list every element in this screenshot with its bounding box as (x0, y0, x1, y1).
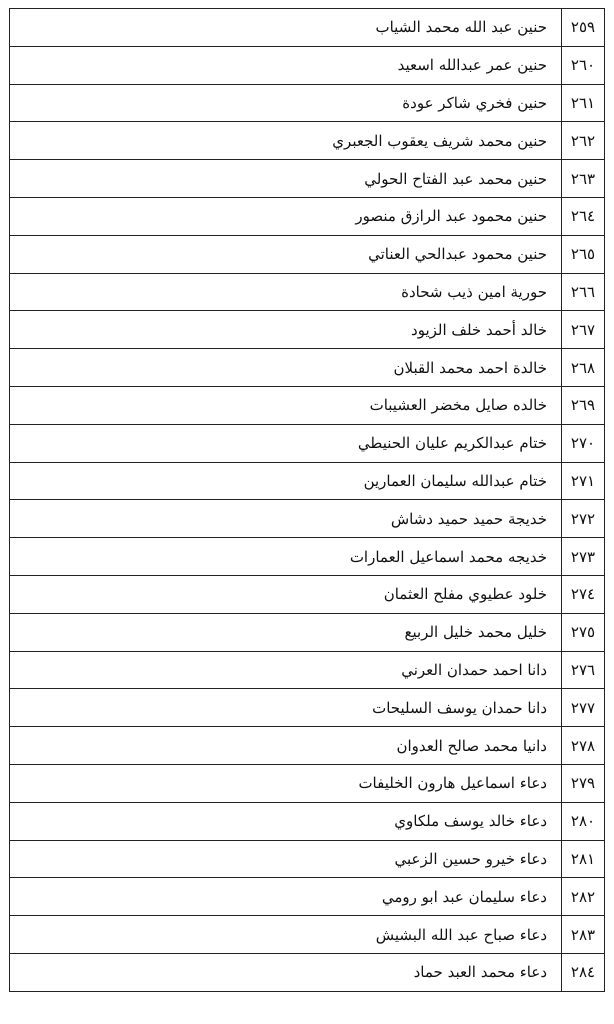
table-row (10, 840, 605, 878)
table-row (10, 273, 605, 311)
person-name: خديجه محمد اسماعيل العمارات (10, 538, 562, 576)
person-name: حنين عبد الله محمد الشياب (10, 9, 562, 47)
table-row (10, 349, 605, 387)
person-name: دانيا محمد صالح العدوان (10, 727, 562, 765)
row-number: ٢٦٠ (562, 46, 605, 84)
table-row (10, 727, 605, 765)
row-number: ٢٧٦ (562, 651, 605, 689)
person-name: خالد أحمد خلف الزيود (10, 311, 562, 349)
row-number: ٢٨٢ (562, 878, 605, 916)
row-number: ٢٥٩ (562, 9, 605, 47)
table-row (10, 500, 605, 538)
person-name: خلود عطيوي مفلح العثمان (10, 575, 562, 613)
person-name: دعاء سليمان عبد ابو رومي (10, 878, 562, 916)
table-row (10, 613, 605, 651)
person-name: خليل محمد خليل الربيع (10, 613, 562, 651)
table-row (10, 9, 605, 47)
table-row (10, 311, 605, 349)
roster-sheet (9, 8, 605, 992)
row-number: ٢٧٠ (562, 424, 605, 462)
row-number: ٢٨١ (562, 840, 605, 878)
table-row (10, 462, 605, 500)
row-number: ٢٧٤ (562, 575, 605, 613)
table-row (10, 84, 605, 122)
person-name: ختام عبدالله سليمان العمارين (10, 462, 562, 500)
table-row (10, 197, 605, 235)
row-number: ٢٨٤ (562, 953, 605, 991)
person-name: خالدة احمد محمد القبلان (10, 349, 562, 387)
person-name: دعاء محمد العبد حماد (10, 953, 562, 991)
row-number: ٢٧١ (562, 462, 605, 500)
person-name: حنين فخري شاكر عودة (10, 84, 562, 122)
table-row (10, 916, 605, 954)
row-number: ٢٧٥ (562, 613, 605, 651)
table-row (10, 802, 605, 840)
row-number: ٢٦٧ (562, 311, 605, 349)
person-name: دانا حمدان يوسف السليحات (10, 689, 562, 727)
table-row (10, 953, 605, 991)
row-number: ٢٧٣ (562, 538, 605, 576)
row-number: ٢٦٨ (562, 349, 605, 387)
person-name: ختام عبدالكريم عليان الحنيطي (10, 424, 562, 462)
person-name: دعاء خالد يوسف ملكاوي (10, 802, 562, 840)
row-number: ٢٨٣ (562, 916, 605, 954)
person-name: دانا احمد حمدان العرني (10, 651, 562, 689)
person-name: حنين محمود عبد الرازق منصور (10, 197, 562, 235)
names-table (9, 8, 605, 992)
row-number: ٢٧٧ (562, 689, 605, 727)
row-number: ٢٦٦ (562, 273, 605, 311)
table-row (10, 122, 605, 160)
table-row (10, 424, 605, 462)
person-name: حنين محمد شريف يعقوب الجعبري (10, 122, 562, 160)
person-name: حنين عمر عبدالله اسعيد (10, 46, 562, 84)
table-row (10, 160, 605, 198)
table-row (10, 46, 605, 84)
person-name: خالده صايل مخضر العشيبات (10, 386, 562, 424)
row-number: ٢٦٣ (562, 160, 605, 198)
person-name: دعاء خيرو حسين الزعبي (10, 840, 562, 878)
row-number: ٢٧٢ (562, 500, 605, 538)
row-number: ٢٨٠ (562, 802, 605, 840)
table-row (10, 764, 605, 802)
table-row (10, 651, 605, 689)
row-number: ٢٦٩ (562, 386, 605, 424)
table-row (10, 235, 605, 273)
table-row (10, 575, 605, 613)
row-number: ٢٦٢ (562, 122, 605, 160)
table-row (10, 538, 605, 576)
person-name: دعاء صباح عبد الله البشيش (10, 916, 562, 954)
person-name: خديجة حميد حميد دشاش (10, 500, 562, 538)
row-number: ٢٧٨ (562, 727, 605, 765)
table-row (10, 386, 605, 424)
table-row (10, 878, 605, 916)
names-table-body (10, 9, 605, 992)
row-number: ٢٦٥ (562, 235, 605, 273)
person-name: حنين محمود عبدالحي العناتي (10, 235, 562, 273)
person-name: دعاء اسماعيل هارون الخليفات (10, 764, 562, 802)
person-name: حورية امين ذيب شحادة (10, 273, 562, 311)
row-number: ٢٦٤ (562, 197, 605, 235)
person-name: حنين محمد عبد الفتاح الحولي (10, 160, 562, 198)
table-row (10, 689, 605, 727)
row-number: ٢٦١ (562, 84, 605, 122)
row-number: ٢٧٩ (562, 764, 605, 802)
